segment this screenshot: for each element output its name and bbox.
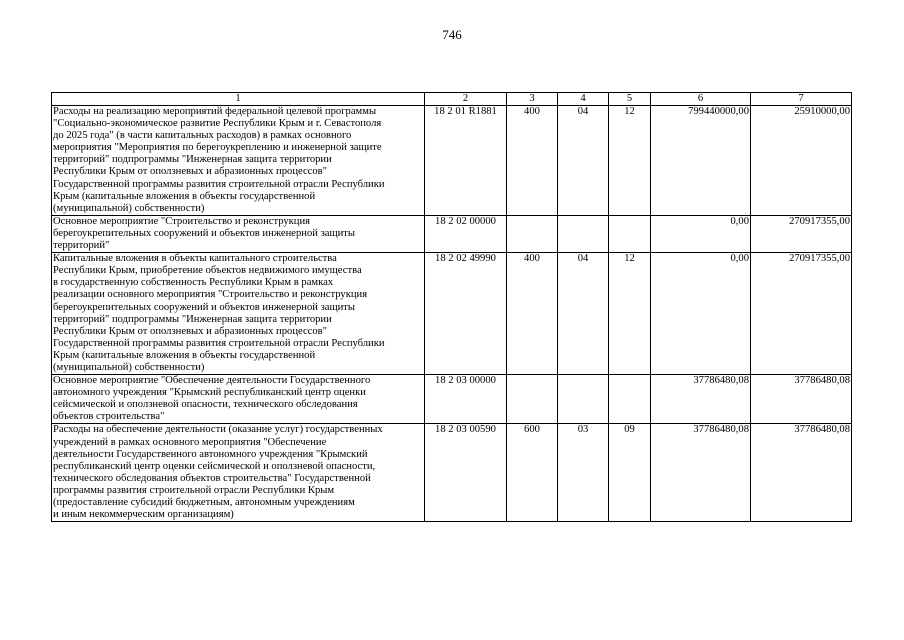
section-code <box>558 375 609 424</box>
expense-type-code <box>507 215 558 252</box>
section-code: 04 <box>558 253 609 375</box>
amount-col6: 37786480,08 <box>651 375 751 424</box>
expense-name: Капитальные вложения в объекты капитального строительства Республики Крым, приобретение объектов недвижимого имущества в государственную собственность Республики Крым в рамках реализации основного мероприятия "Строительство и реконструкция берегоукрепительных сооружений и объектов инженерной защиты территорий" подпрограммы "Инженерная защита территории Республики Крым от оползневых и абразионных процессов" Государственной программы развития строительной отрасли Республики Крым (капитальные вложения в объекты государственной (муниципальной) собственности) <box>52 253 425 375</box>
section-code <box>558 215 609 252</box>
table-row <box>52 424 852 522</box>
subsection-code <box>609 215 651 252</box>
amount-col6: 0,00 <box>651 215 751 252</box>
column-header: 2 <box>425 93 507 106</box>
table-row <box>52 215 852 252</box>
target-article-code: 18 2 02 49990 <box>425 253 507 375</box>
target-article-code: 18 2 03 00590 <box>425 424 507 522</box>
amount-col7: 270917355,00 <box>751 215 852 252</box>
subsection-code: 12 <box>609 106 651 216</box>
expense-name: Основное мероприятие "Обеспечение деятельности Государственного автономного учреждения "Крымский республиканский центр оценки сейсмической и оползневой опасности, технического обследования объектов строительства" <box>52 375 425 424</box>
expense-name: Расходы на обеспечение деятельности (оказание услуг) государственных учреждений в рамках основного мероприятия "Обеспечение деятельности Государственного автономного учреждения "Крымский республиканский центр оценки сейсмической и оползневой опасности, технического обследования объектов строительства" Государственной программы развития строительной отрасли Республики Крым (предоставление субсидий бюджетным, автономным учреждениям и иным некоммерческим организациям) <box>52 424 425 522</box>
amount-col7: 25910000,00 <box>751 106 852 216</box>
amount-col6: 0,00 <box>651 253 751 375</box>
amount-col6: 37786480,08 <box>651 424 751 522</box>
expense-type-code <box>507 375 558 424</box>
table-row <box>52 253 852 375</box>
subsection-code: 09 <box>609 424 651 522</box>
amount-col7: 37786480,08 <box>751 375 852 424</box>
amount-col7: 37786480,08 <box>751 424 852 522</box>
table-row <box>52 375 852 424</box>
target-article-code: 18 2 02 00000 <box>425 215 507 252</box>
table-row <box>52 106 852 216</box>
expense-name: Расходы на реализацию мероприятий федеральной целевой программы "Социально-экономическое развитие Республики Крым и г. Севастополя до 2025 года" (в части капитальных расходов) в рамках основного мероприятия "Мероприятия по берегоукреплению и инженерной защите территорий" подпрограммы "Инженерная защита территории Республики Крым от оползневых и абразионных процессов" Государственной программы развития строительной отрасли Республики Крым (капитальные вложения в объекты государственной (муниципальной) собственности) <box>52 106 425 216</box>
amount-col7: 270917355,00 <box>751 253 852 375</box>
section-code: 04 <box>558 106 609 216</box>
column-number-row <box>52 93 852 106</box>
subsection-code <box>609 375 651 424</box>
target-article-code: 18 2 03 00000 <box>425 375 507 424</box>
section-code: 03 <box>558 424 609 522</box>
expense-type-code: 400 <box>507 106 558 216</box>
column-header: 7 <box>751 93 852 106</box>
budget-table <box>51 92 852 522</box>
subsection-code: 12 <box>609 253 651 375</box>
column-header: 3 <box>507 93 558 106</box>
amount-col6: 799440000,00 <box>651 106 751 216</box>
expense-type-code: 600 <box>507 424 558 522</box>
expense-type-code: 400 <box>507 253 558 375</box>
column-header: 4 <box>558 93 609 106</box>
page-number: 746 <box>442 27 462 42</box>
column-header: 6 <box>651 93 751 106</box>
column-header: 1 <box>52 93 425 106</box>
column-header: 5 <box>609 93 651 106</box>
expense-name: Основное мероприятие "Строительство и реконструкция берегоукрепительных сооружений и объектов инженерной защиты территорий" <box>52 215 425 252</box>
target-article-code: 18 2 01 R1881 <box>425 106 507 216</box>
